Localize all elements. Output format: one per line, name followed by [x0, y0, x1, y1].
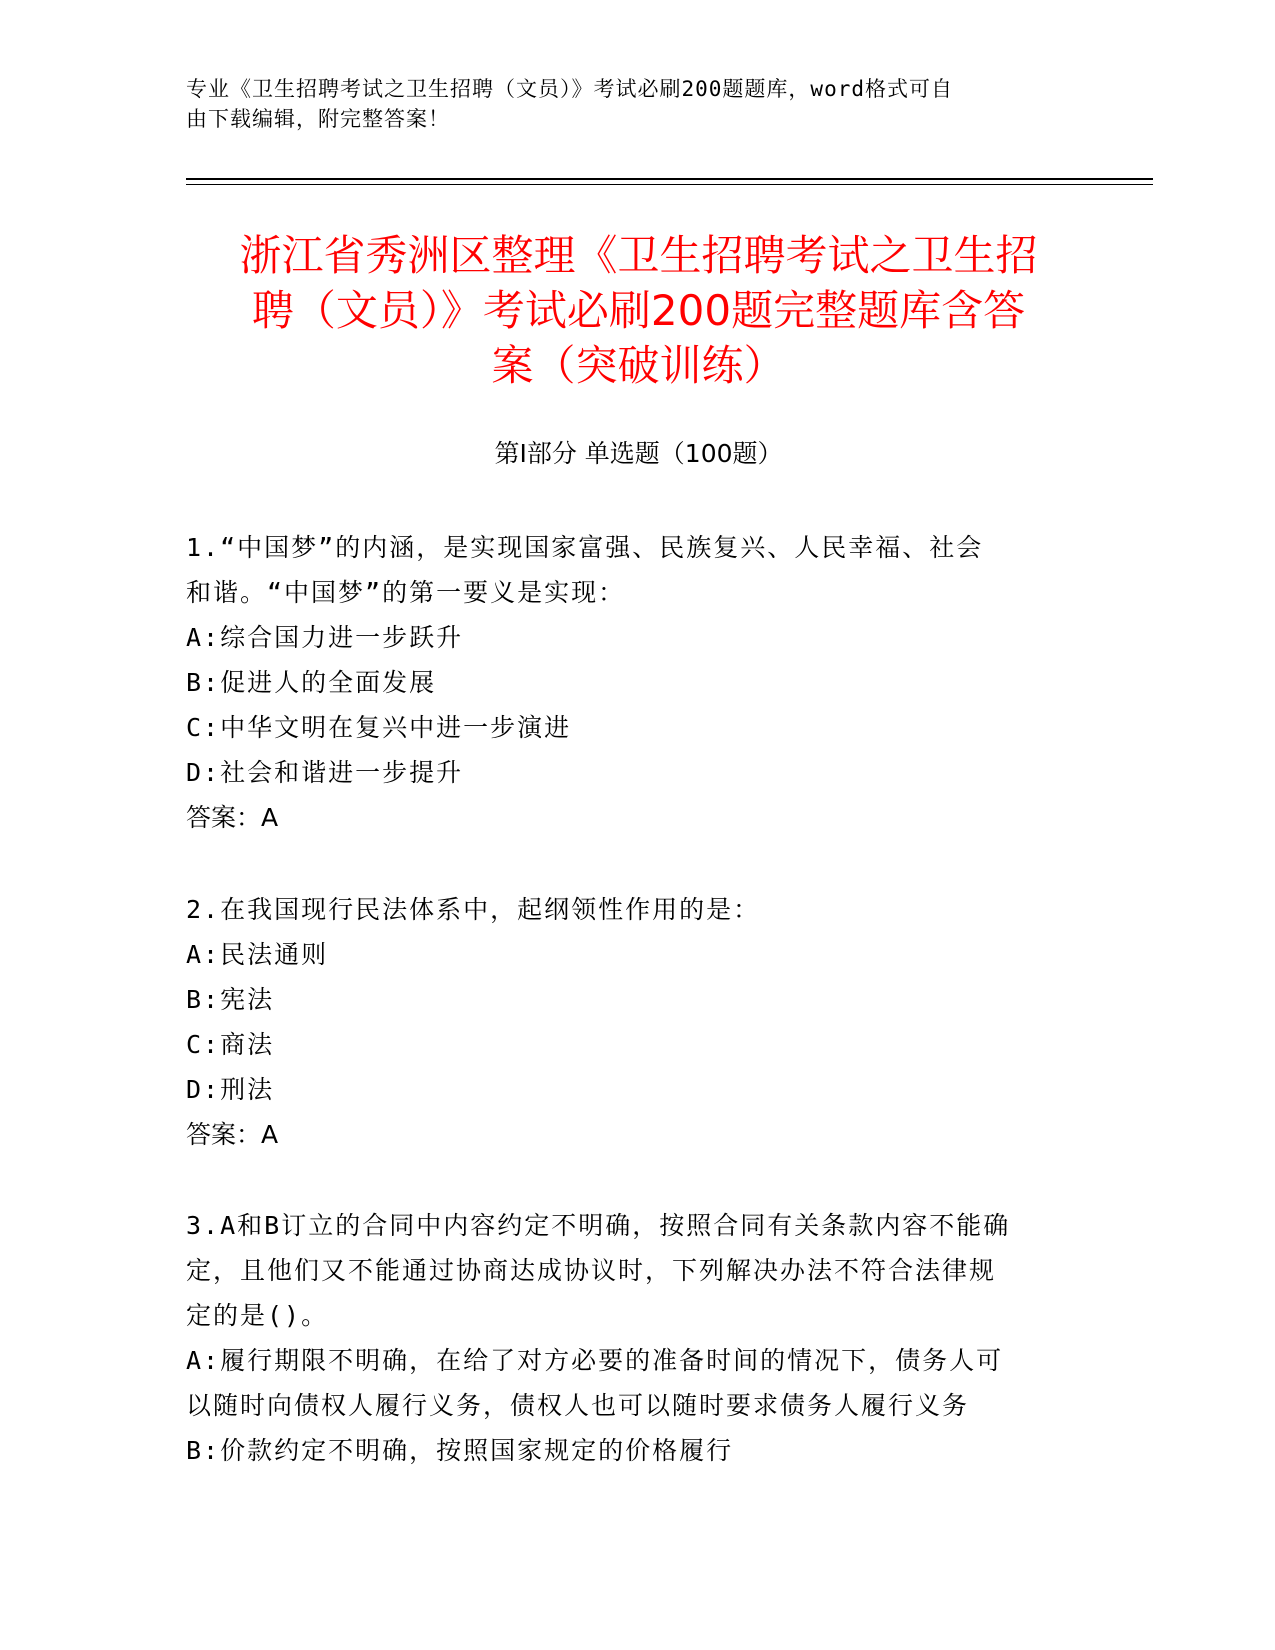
section-heading: 第Ⅰ部分 单选题（100题）	[494, 439, 783, 468]
header-note	[186, 74, 1086, 134]
option-a: A:综合国力进一步跃升	[186, 623, 464, 652]
question-stem-line: 2.在我国现行民法体系中，起纲领性作用的是：	[186, 895, 761, 924]
document-title-line: 案（突破训练）	[491, 341, 786, 390]
option-d: D:社会和谐进一步提升	[186, 758, 464, 787]
answer-line: 答案：A	[186, 1120, 279, 1149]
option-b: B:宪法	[186, 985, 275, 1014]
question-block	[186, 525, 1086, 840]
document-title	[186, 228, 1091, 393]
question-block	[186, 1203, 1086, 1473]
option-a: A:民法通则	[186, 940, 329, 969]
question-stem-line: 3.A和B订立的合同中内容约定不明确，按照合同有关条款内容不能确	[186, 1211, 1011, 1240]
answer-line: 答案：A	[186, 803, 279, 832]
option-a-continued: 以随时向债权人履行义务，债权人也可以随时要求债务人履行义务	[186, 1391, 970, 1420]
question-stem	[186, 1203, 1086, 1338]
option-b: B:价款约定不明确，按照国家规定的价格履行	[186, 1436, 734, 1465]
question-stem-line: 定的是()。	[186, 1301, 329, 1330]
question-stem-line: 1.“中国梦”的内涵，是实现国家富强、民族复兴、人民幸福、社会	[186, 533, 984, 562]
question-stem	[186, 887, 1086, 932]
question-stem-line: 和谐。“中国梦”的第一要义是实现：	[186, 578, 626, 607]
option-c: C:中华文明在复兴中进一步演进	[186, 713, 572, 742]
document-title-line: 聘（文员）》考试必刷200题完整题库含答	[251, 286, 1026, 335]
option-d: D:刑法	[186, 1075, 275, 1104]
option-a: A:履行期限不明确，在给了对方必要的准备时间的情况下，债务人可	[186, 1346, 1004, 1375]
question-stem-line: 定，且他们又不能通过协商达成协议时，下列解决办法不符合法律规	[186, 1256, 997, 1285]
question-block	[186, 887, 1086, 1157]
header-note-line: 专业《卫生招聘考试之卫生招聘（文员）》考试必刷200题题库，word格式可自	[186, 77, 953, 101]
header-rule-thick	[186, 178, 1153, 180]
document-title-line: 浙江省秀洲区整理《卫生招聘考试之卫生招	[239, 231, 1038, 280]
question-stem	[186, 525, 1086, 615]
option-b: B:促进人的全面发展	[186, 668, 437, 697]
option-c: C:商法	[186, 1030, 275, 1059]
header-note-line: 由下载编辑，附完整答案！	[186, 107, 450, 131]
header-rule-thin	[186, 184, 1153, 185]
